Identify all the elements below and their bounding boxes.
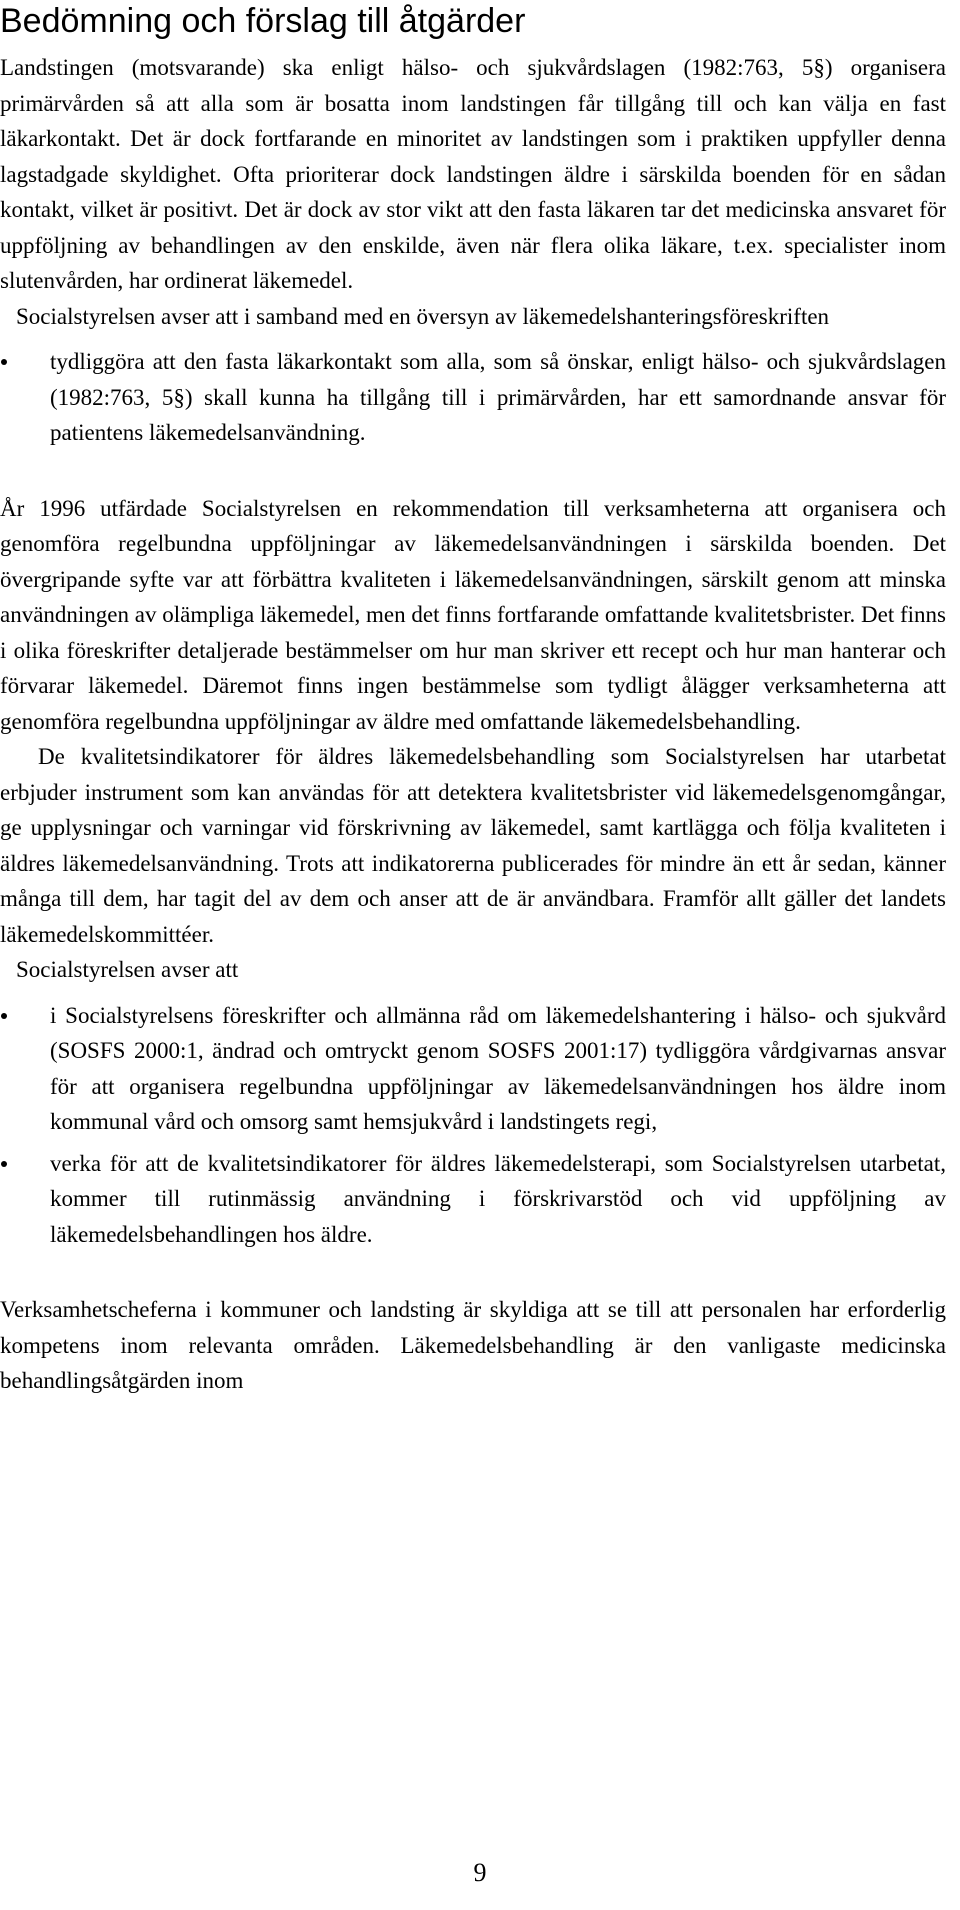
bullet-icon: [1, 1013, 7, 1019]
bullet-list-2: [0, 998, 946, 1253]
paragraph-staff-competence: Verksamhetscheferna i kommuner och landsting är skyldiga att se till att personalen har erforderlig kompetens inom relevanta områden. Läkemedelsbehandling är den vanligaste medicinska behandlingsåtgärden inom: [0, 1297, 946, 1393]
document-body: [0, 50, 946, 1399]
list-item: [0, 1146, 946, 1253]
list-item: [0, 998, 946, 1140]
page-number: 9: [473, 1858, 487, 1887]
list-item-text: tydliggöra att den fasta läkarkontakt som alla, som så önskar, enligt hälso- och sjukvårdslagen (1982:763, 5§) skall kunna ha tillgång till i primärvården, har ett samordnande ansvar för patientens läkemedelsanvändning.: [50, 349, 946, 445]
list-item-text: verka för att de kvalitetsindikatorer för äldres läkemedelsterapi, som Socialstyrelsen utarbetat, kommer till rutinmässig användning i förskrivarstöd och vid uppföljning av läkemedelsbehandlingen hos äldre.: [50, 1150, 946, 1247]
list-item-text: i Socialstyrelsens föreskrifter och allmänna råd om läkemedelshantering i hälso- och sjukvård (SOSFS 2000:1, ändrad och omtryckt genom SOSFS 2001:17) tydliggöra vårdgivarnas ansvar för att organisera regelbundna uppföljningar av läkemedelsanvändningen hos äldre inom kommunal vård och omsorg samt hemsjukvård i landstingets regi,: [50, 1002, 946, 1134]
paragraph-quality-indicators: De kvalitetsindikatorer för äldres läkemedelsbehandling som Socialstyrelsen har utarbetat erbjuder instrument som kan användas för att detektera kvalitetsbrister vid läkemedelsgenomgångar, ge upplysningar och varningar vid förskrivning av läkemedel, samt kartlägga och följa kvaliteten i äldres läkemedelsanvändning. Trots att indikatorerna publicerades för mindre än ett år sedan, känner många till dem, har tagit del av dem och anser att de är användbara. Framför allt gäller det landets läkemedelskommittéer.: [0, 744, 946, 947]
paragraph-primary-care: Landstingen (motsvarande) ska enligt hälso- och sjukvårdslagen (1982:763, 5§) organisera primärvården så att alla som är bosatta inom landstingen får tillgång till och kan välja en fast läkarkontakt. Det är dock fortfarande en minoritet av landstingen som i praktiken uppfyller denna lagstadgade skyldighet. Ofta prioriterar dock landstingen äldre i särskilda boenden för en sådan kontakt, vilket är positivt. Det är dock av stor vikt att den fasta läkaren tar det medicinska ansvaret för uppföljning av behandlingen av den enskilde, även när flera olika läkare, t.ex. specialister inom slutenvården, har ordinerat läkemedel.: [0, 55, 946, 293]
list-item: [0, 344, 946, 451]
section-heading: Bedömning och förslag till åtgärder: [0, 2, 526, 40]
paragraph-intent-1: Socialstyrelsen avser att i samband med en översyn av läkemedelshanteringsföreskriften: [16, 303, 830, 329]
bullet-icon: [1, 1161, 7, 1167]
paragraph-intent-2: Socialstyrelsen avser att: [16, 957, 239, 982]
paragraph-recommendation-1996: År 1996 utfärdade Socialstyrelsen en rekommendation till verksamheterna att organisera och genomföra regelbundna uppföljningar av läkemedelsanvändningen i särskilda boenden. Det övergripande syfte var att förbättra kvaliteten i läkemedelsanvändningen, särskilt genom att minska användningen av olämpliga läkemedel, men det finns fortfarande omfattande kvalitetsbrister. Det finns i olika föreskrifter detaljerade bestämmelser om hur man skriver ett recept och hur man hanterar och förvarar läkemedel. Däremot finns ingen bestämmelse som tydligt ålägger verksamheterna att genomföra regelbundna uppföljningar av äldre med omfattande läkemedelsbehandling.: [0, 495, 946, 734]
bullet-list-1: [0, 344, 946, 451]
bullet-icon: [1, 359, 7, 365]
